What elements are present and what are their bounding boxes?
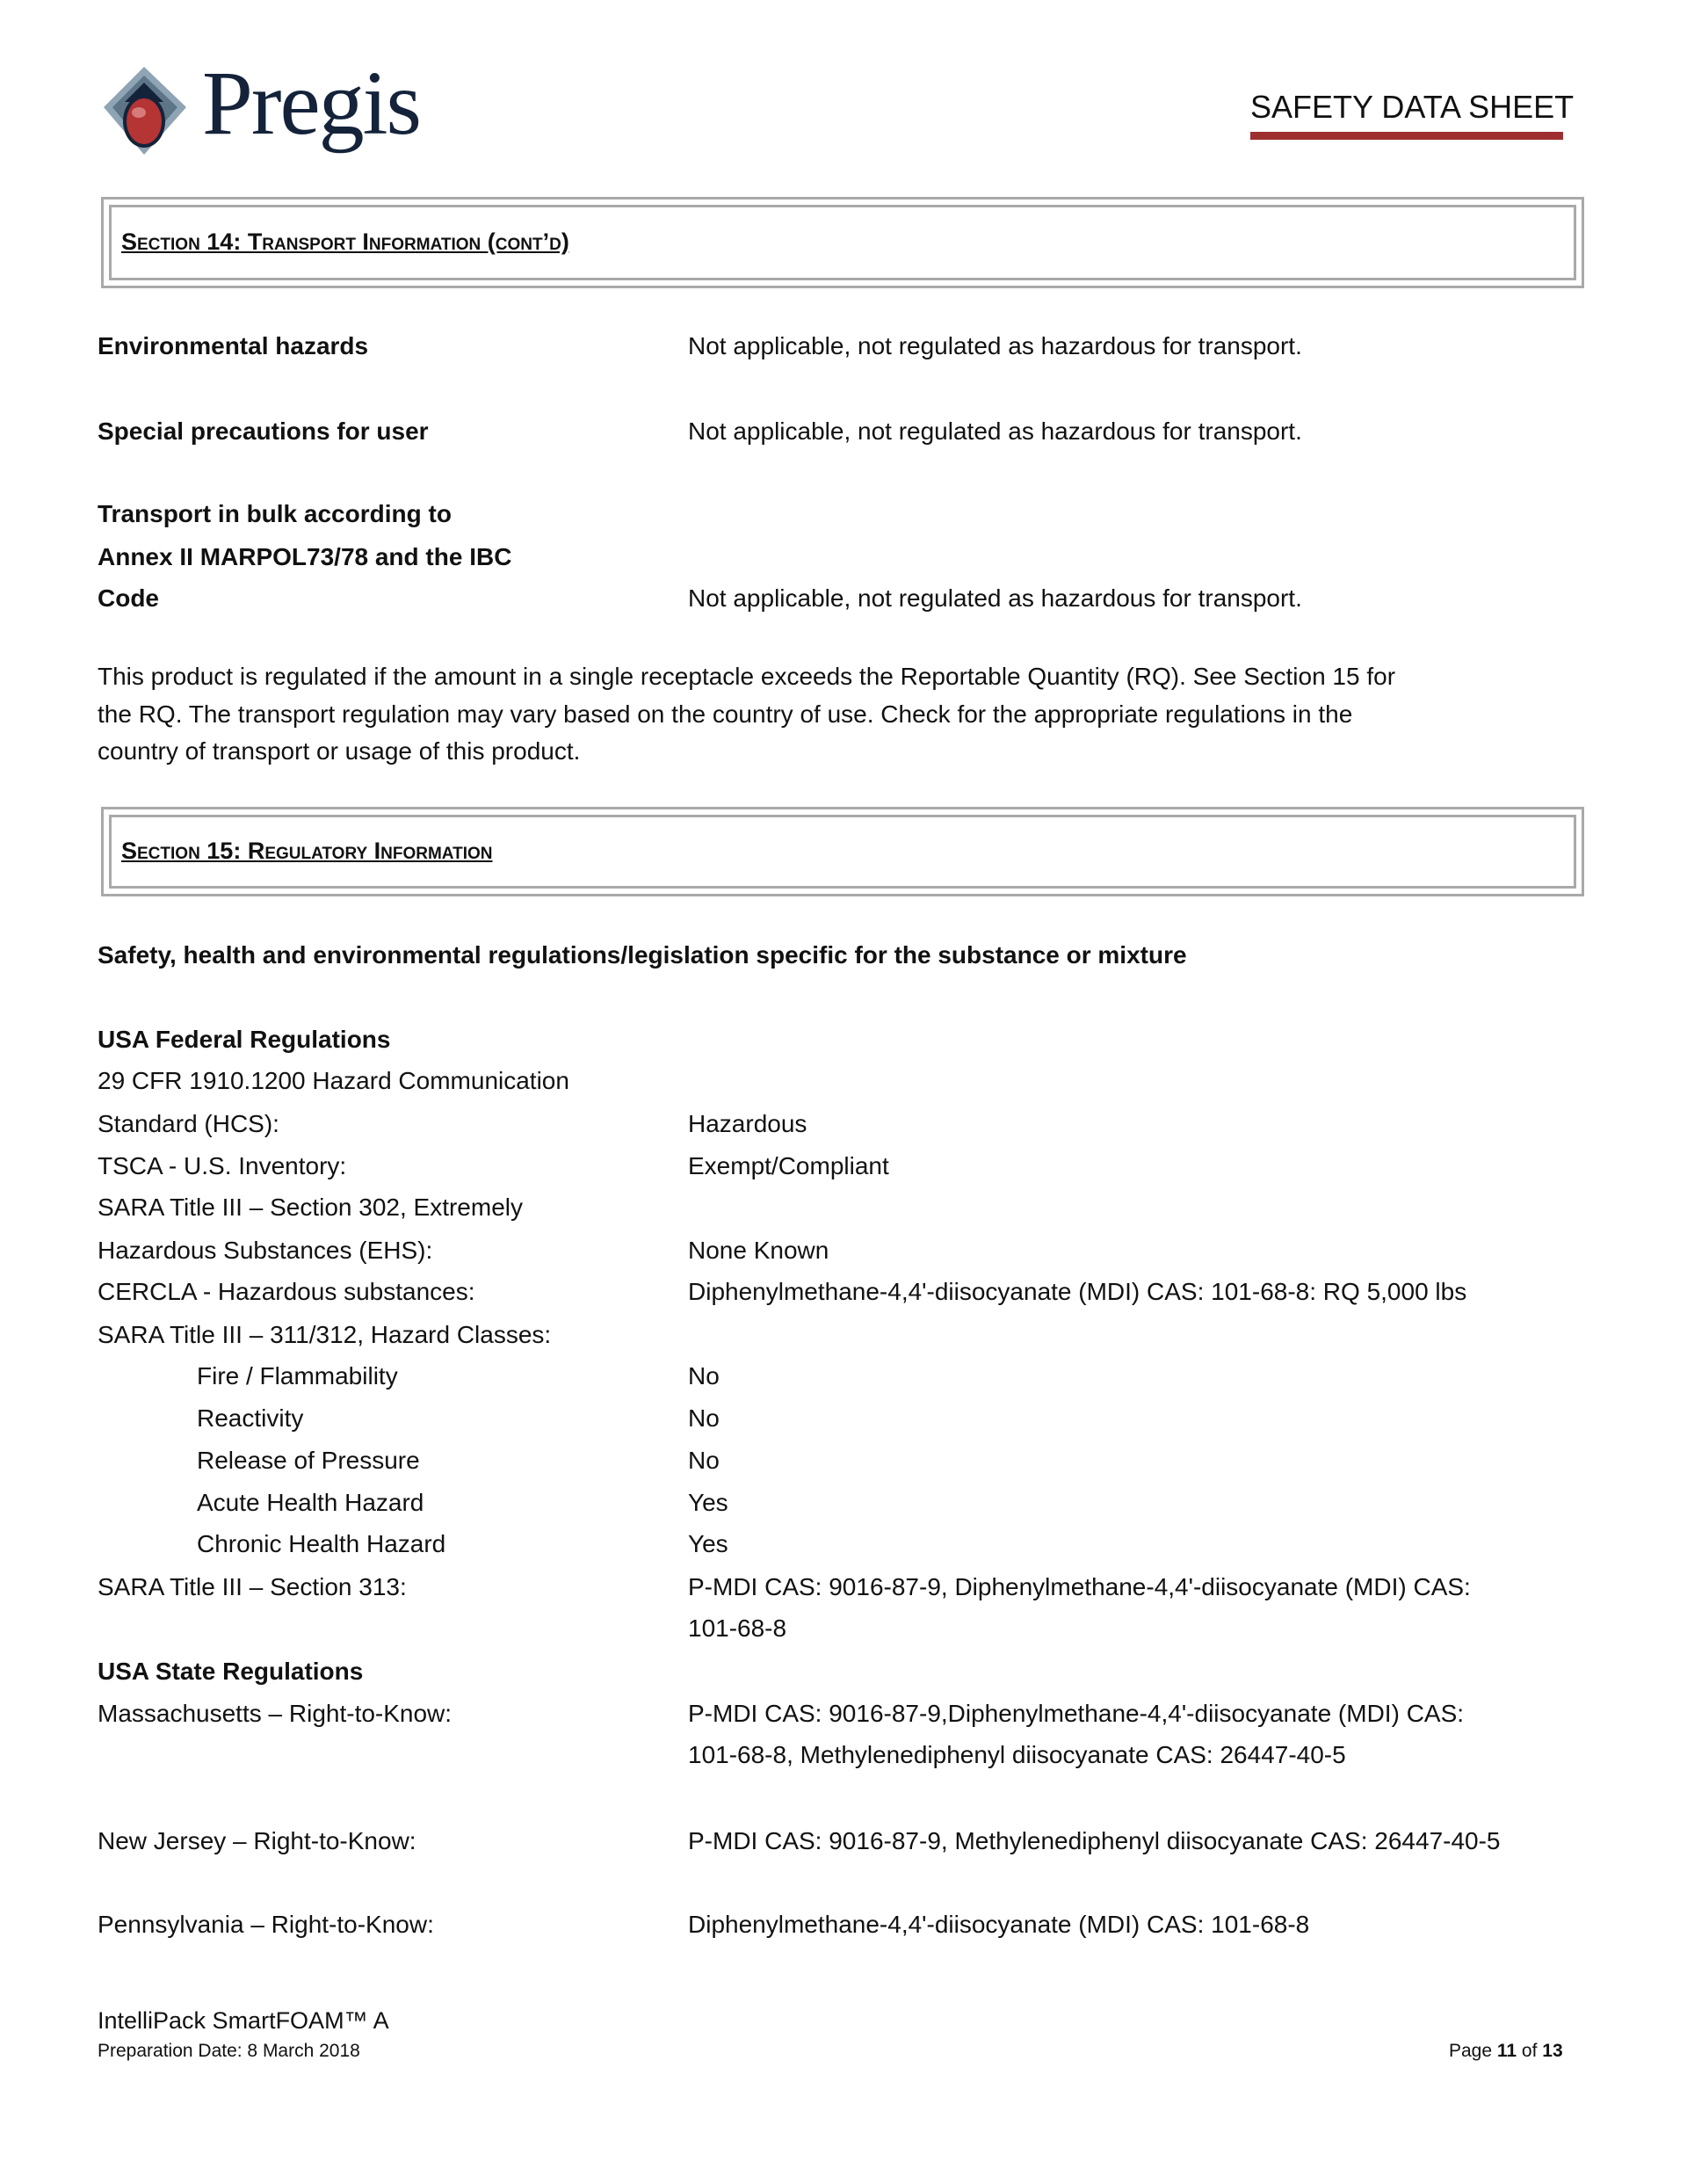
federal-heading: USA Federal Regulations: [98, 1026, 391, 1053]
footer-preparation-date: Preparation Date: 8 March 2018: [98, 2041, 360, 2061]
regulation-value: P-MDI CAS: 9016-87-9, Diphenylmethane-4,4'-diisocyanate (MDI) CAS:: [688, 1573, 1471, 1600]
bulk-value: Not applicable, not regulated as hazardous for transport.: [688, 584, 1302, 612]
regulation-value: No: [688, 1404, 720, 1432]
state-heading: USA State Regulations: [98, 1658, 364, 1685]
regulation-label: TSCA - U.S. Inventory:: [98, 1152, 347, 1179]
transport-note-line: country of transport or usage of this product.: [98, 737, 581, 765]
page-current: 11: [1496, 2041, 1517, 2061]
logo-wordmark: Pregis: [202, 53, 420, 154]
page-of: of: [1517, 2041, 1543, 2061]
regulation-label: Reactivity: [197, 1404, 304, 1432]
regulation-label: SARA Title III – 311/312, Hazard Classes:: [98, 1321, 552, 1348]
section-15-header-box: [101, 807, 1584, 896]
regulation-value: Yes: [688, 1489, 728, 1516]
page-prefix: Page: [1449, 2041, 1497, 2061]
diamond-logo-icon: [102, 67, 190, 158]
regulation-value: Hazardous: [688, 1110, 807, 1137]
regulation-value: No: [688, 1447, 720, 1474]
regulation-value: Yes: [688, 1530, 728, 1557]
regulation-label: Chronic Health Hazard: [197, 1530, 446, 1557]
section-14-header-box: [101, 197, 1584, 288]
footer-product-name: IntelliPack SmartFOAM™ A: [98, 2007, 389, 2034]
regulation-label: Standard (HCS):: [98, 1110, 279, 1137]
bulk-label-line: Annex II MARPOL73/78 and the IBC: [98, 543, 512, 570]
regulation-value: P-MDI CAS: 9016-87-9,Diphenylmethane-4,4'-diisocyanate (MDI) CAS:: [688, 1700, 1465, 1727]
special-precautions-label: Special precautions for user: [98, 417, 429, 445]
regulation-label: Hazardous Substances (EHS):: [98, 1237, 433, 1264]
regulation-label: Fire / Flammability: [197, 1362, 398, 1389]
title-underline-bar: [1250, 132, 1563, 140]
section-15-subheading: Safety, health and environmental regulations/legislation specific for the substance or mixture: [98, 941, 1187, 969]
regulation-value: No: [688, 1362, 720, 1389]
env-hazards-value: Not applicable, not regulated as hazardous for transport.: [688, 332, 1302, 359]
regulation-value: P-MDI CAS: 9016-87-9, Methylenediphenyl diisocyanate CAS: 26447-40-5: [688, 1827, 1501, 1854]
pregis-logo: [102, 53, 420, 158]
section-15-title: Section 15: Regulatory Information: [121, 838, 493, 864]
regulation-label: New Jersey – Right-to-Know:: [98, 1827, 416, 1854]
document-title: SAFETY DATA SHEET: [1250, 89, 1575, 125]
regulation-label: SARA Title III – Section 313:: [98, 1573, 407, 1600]
footer-page-number: [1449, 2041, 1563, 2062]
env-hazards-label: Environmental hazards: [98, 332, 369, 359]
regulation-value: Diphenylmethane-4,4'-diisocyanate (MDI) CAS: 101-68-8: [688, 1911, 1310, 1938]
transport-note-line: This product is regulated if the amount in a single receptacle exceeds the Reportable Quantity (RQ). See Section 15 for: [98, 663, 1396, 690]
page-total: 13: [1542, 2041, 1563, 2061]
transport-note-line: the RQ. The transport regulation may vary based on the country of use. Check for the appropriate regulations in the: [98, 700, 1353, 728]
regulation-label: Acute Health Hazard: [197, 1489, 424, 1516]
regulation-label: Release of Pressure: [197, 1447, 420, 1474]
special-precautions-value: Not applicable, not regulated as hazardous for transport.: [688, 417, 1302, 445]
section-14-title: Section 14: Transport Information (cont’d): [121, 229, 569, 255]
regulation-label: CERCLA - Hazardous substances:: [98, 1278, 475, 1305]
bulk-label-line: Transport in bulk according to: [98, 500, 452, 527]
regulation-value: 101-68-8, Methylenediphenyl diisocyanate CAS: 26447-40-5: [688, 1741, 1346, 1768]
regulation-label: Massachusetts – Right-to-Know:: [98, 1700, 453, 1727]
regulation-label: 29 CFR 1910.1200 Hazard Communication: [98, 1067, 569, 1094]
regulation-label: Pennsylvania – Right-to-Know:: [98, 1911, 434, 1938]
regulation-value: 101-68-8: [688, 1614, 787, 1642]
regulation-value: Exempt/Compliant: [688, 1152, 889, 1179]
regulation-value: None Known: [688, 1237, 829, 1264]
regulation-label: SARA Title III – Section 302, Extremely: [98, 1194, 523, 1221]
bulk-label-line: Code: [98, 584, 159, 612]
regulation-value: Diphenylmethane-4,4'-diisocyanate (MDI) CAS: 101-68-8: RQ 5,000 lbs: [688, 1278, 1467, 1305]
